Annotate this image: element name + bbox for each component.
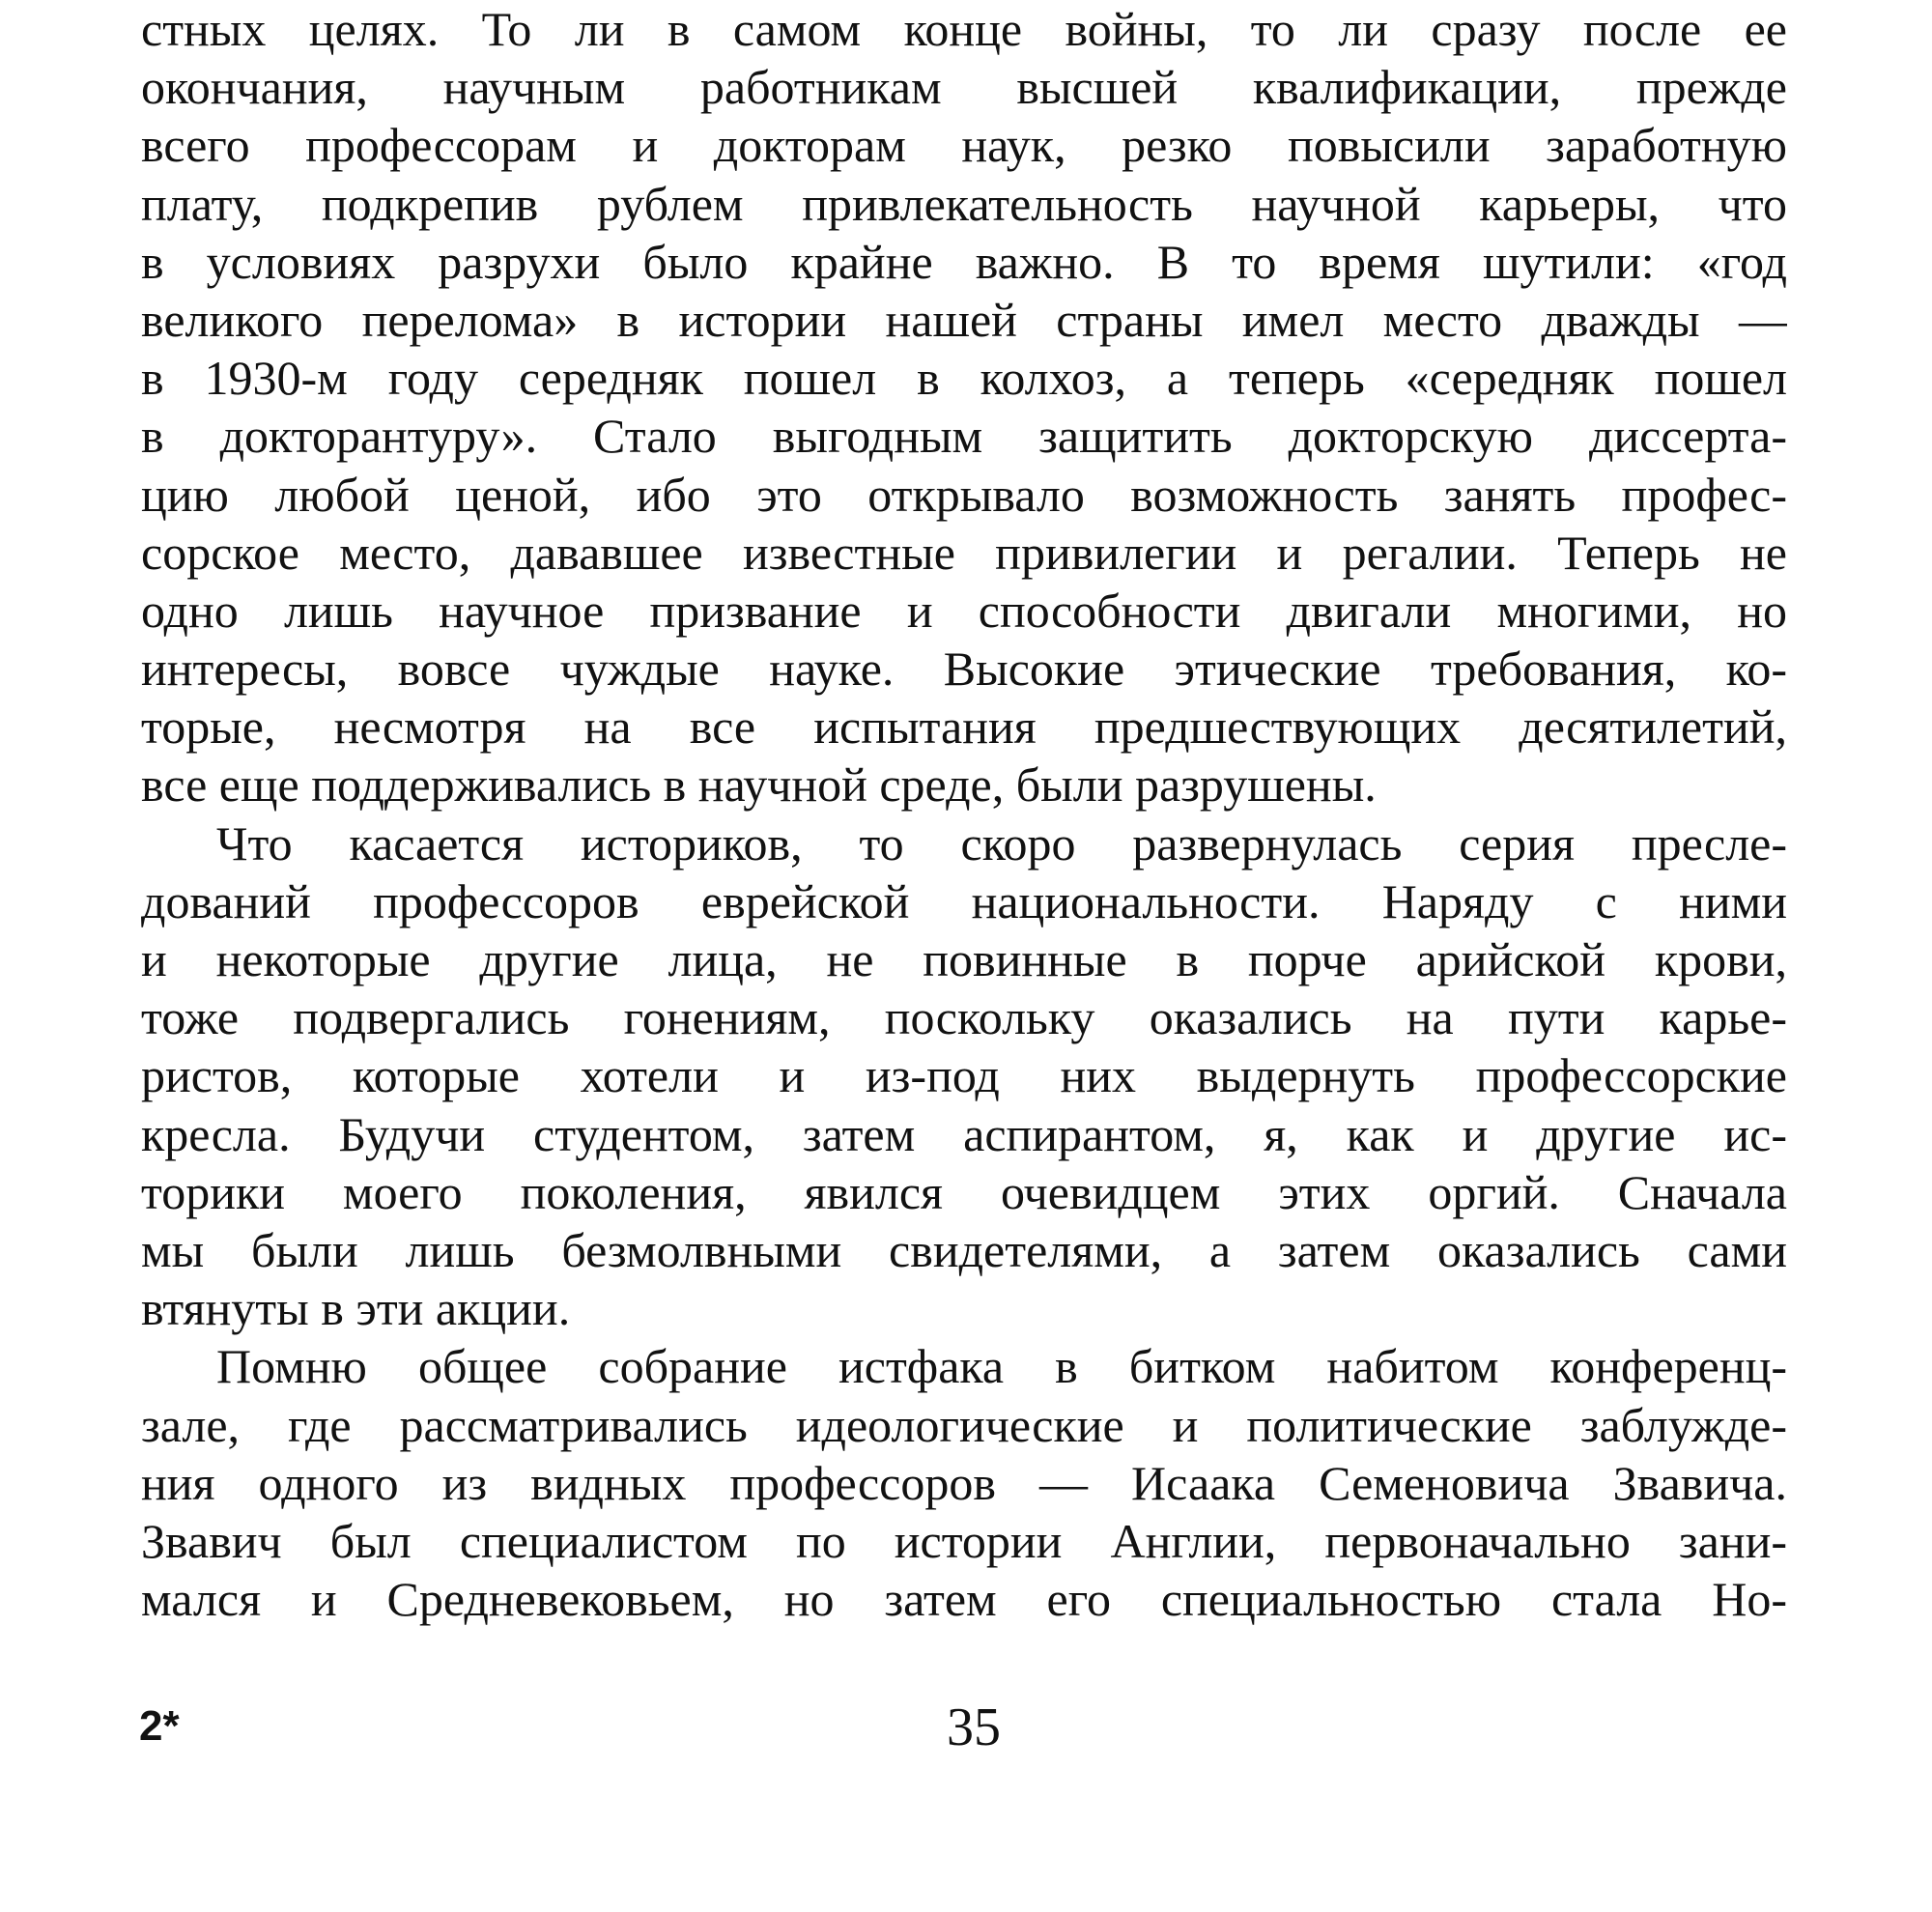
signature-mark: 2* xyxy=(139,1702,180,1750)
text-line: торики моего поколения, явился очевидцем этих оргий. Сначала xyxy=(141,1164,1787,1219)
text-line: одно лишь научное призвание и способности двигали многими, но xyxy=(141,583,1787,638)
body-text xyxy=(141,0,1787,1628)
text-line: все еще поддерживались в научной среде, были разрушены. xyxy=(141,757,1377,813)
text-line: Что касается историков, то скоро развернулась серия пресле- xyxy=(216,815,1787,870)
text-line: Звавич был специалистом по истории Англии, первоначально зани- xyxy=(141,1513,1787,1568)
text-line: сорское место, дававшее известные привилегии и регалии. Теперь не xyxy=(141,525,1787,580)
text-line: в условиях разрухи было крайне важно. В то время шутили: «год xyxy=(141,234,1787,289)
text-line: торые, несмотря на все испытания предшествующих десятилетий, xyxy=(141,699,1787,755)
text-line: Помню общее собрание истфака в битком набитом конференц- xyxy=(216,1339,1787,1394)
text-line: дований профессоров еврейской национальности. Наряду с ними xyxy=(141,873,1787,928)
text-line: в докторантуру». Стало выгодным защитить докторскую диссерта- xyxy=(141,409,1787,464)
text-line: великого перелома» в истории нашей страны имел место дважды — xyxy=(141,292,1787,347)
text-line: зале, где рассматривались идеологические и политические заблужде- xyxy=(141,1397,1787,1452)
text-line: всего профессорам и докторам наук, резко повысили заработную xyxy=(141,118,1787,173)
page-number: 35 xyxy=(947,1698,1001,1757)
text-line: цию любой ценой, ибо это открывало возможность занять профес- xyxy=(141,467,1787,522)
text-line: тоже подвергались гонениям, поскольку оказались на пути карье- xyxy=(141,990,1787,1045)
text-line: мы были лишь безмолвными свидетелями, а затем оказались сами xyxy=(141,1222,1787,1277)
text-line: плату, подкрепив рублем привлекательность научной карьеры, что xyxy=(141,176,1787,231)
text-line: и некоторые другие лица, не повинные в порче арийской крови, xyxy=(141,932,1787,986)
text-line: ния одного из видных профессоров — Исаака Семеновича Звавича. xyxy=(141,1455,1787,1510)
text-line: ристов, которые хотели и из-под них выдернуть профессорские xyxy=(141,1048,1787,1103)
text-line: втянуты в эти акции. xyxy=(141,1281,571,1336)
text-line: окончания, научным работникам высшей квалификации, прежде xyxy=(141,60,1787,115)
text-line: стных целях. То ли в самом конце войны, то ли сразу после ее xyxy=(141,2,1787,56)
text-line: интересы, вовсе чуждые науке. Высокие этические требования, ко- xyxy=(141,642,1787,697)
text-line: мался и Средневековьем, но затем его специальностью стала Но- xyxy=(141,1572,1787,1627)
text-line: кресла. Будучи студентом, затем аспирантом, я, как и другие ис- xyxy=(141,1106,1787,1161)
text-line: в 1930-м году середняк пошел в колхоз, а теперь «середняк пошел xyxy=(141,351,1787,406)
